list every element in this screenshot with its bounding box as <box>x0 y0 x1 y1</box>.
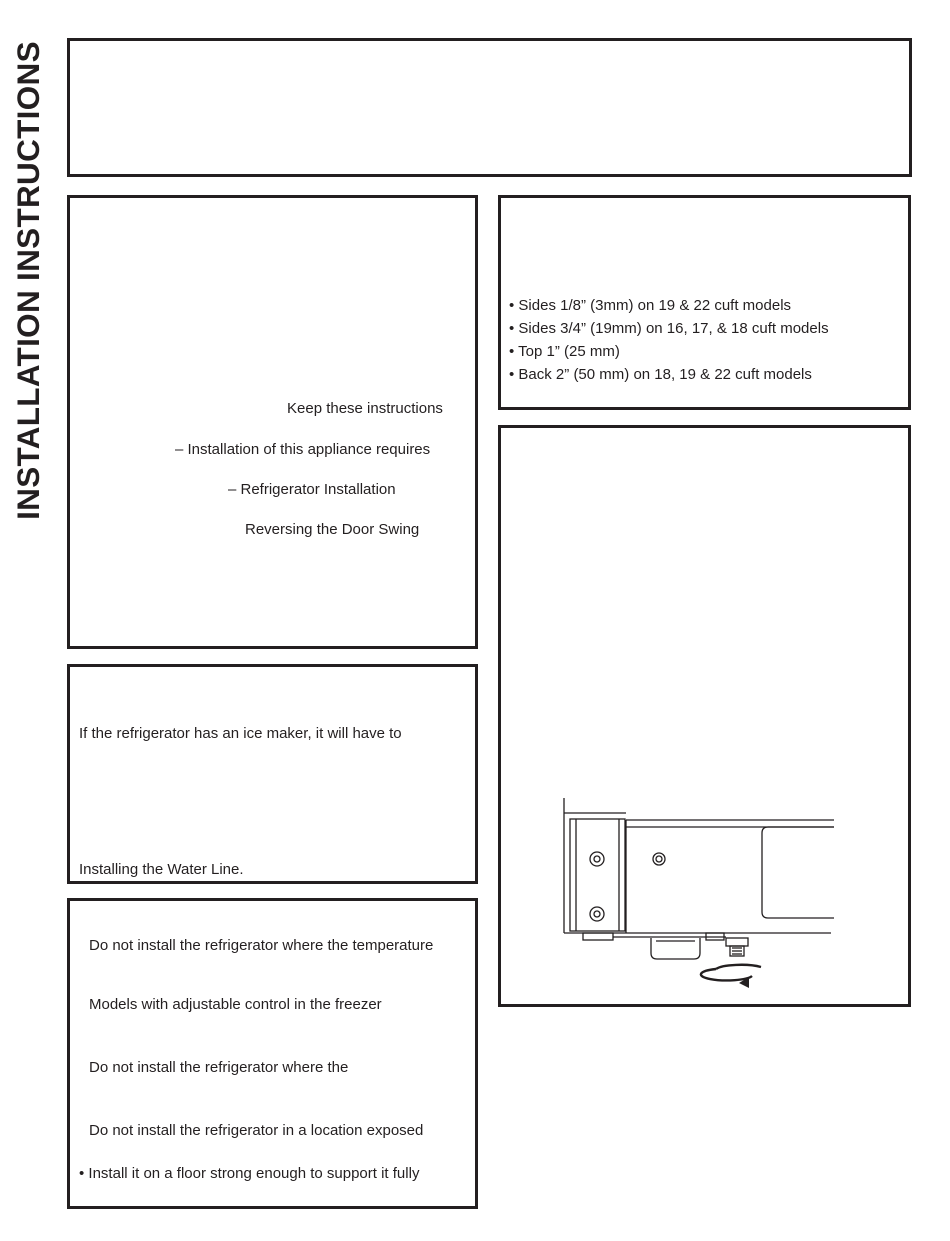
refrigerator-installation-text: – Refrigerator Installation <box>228 481 396 498</box>
clearance-item: • Sides 3/4” (19mm) on 16, 17, & 18 cuft models <box>509 320 829 337</box>
location-exposed-text: Do not install the refrigerator in a location exposed <box>89 1122 424 1139</box>
location-box <box>67 898 478 1209</box>
water-box <box>67 664 478 884</box>
installation-requires-text: – Installation of this appliance requires <box>175 441 431 458</box>
floor-support-text: • Install it on a floor strong enough to support it fully <box>79 1165 420 1182</box>
install-where-text: Do not install the refrigerator where the <box>89 1059 349 1076</box>
clearance-box <box>498 195 911 410</box>
header-box <box>67 38 912 177</box>
keep-instructions-text: Keep these instructions <box>287 400 443 417</box>
ice-maker-text: If the refrigerator has an ice maker, it will have to <box>79 725 402 742</box>
clearance-list <box>509 294 829 386</box>
installing-water-line-text: Installing the Water Line. <box>79 861 244 878</box>
clearance-item: • Back 2” (50 mm) on 18, 19 & 22 cuft models <box>509 366 812 383</box>
intro-box <box>67 195 478 649</box>
side-title-text: INSTALLATION INSTRUCTIONS <box>9 41 46 520</box>
temperature-warning-text: Do not install the refrigerator where the temperature <box>89 937 434 954</box>
clearance-item: • Sides 1/8” (3mm) on 19 & 22 cuft models <box>509 297 792 314</box>
reversing-door-swing-text: Reversing the Door Swing <box>245 521 420 538</box>
leveling-leg-diagram-icon <box>556 793 841 998</box>
side-title <box>8 38 48 523</box>
adjustable-control-text: Models with adjustable control in the freezer <box>89 996 382 1013</box>
leveling-box <box>498 425 911 1007</box>
clearance-item: • Top 1” (25 mm) <box>509 343 620 360</box>
